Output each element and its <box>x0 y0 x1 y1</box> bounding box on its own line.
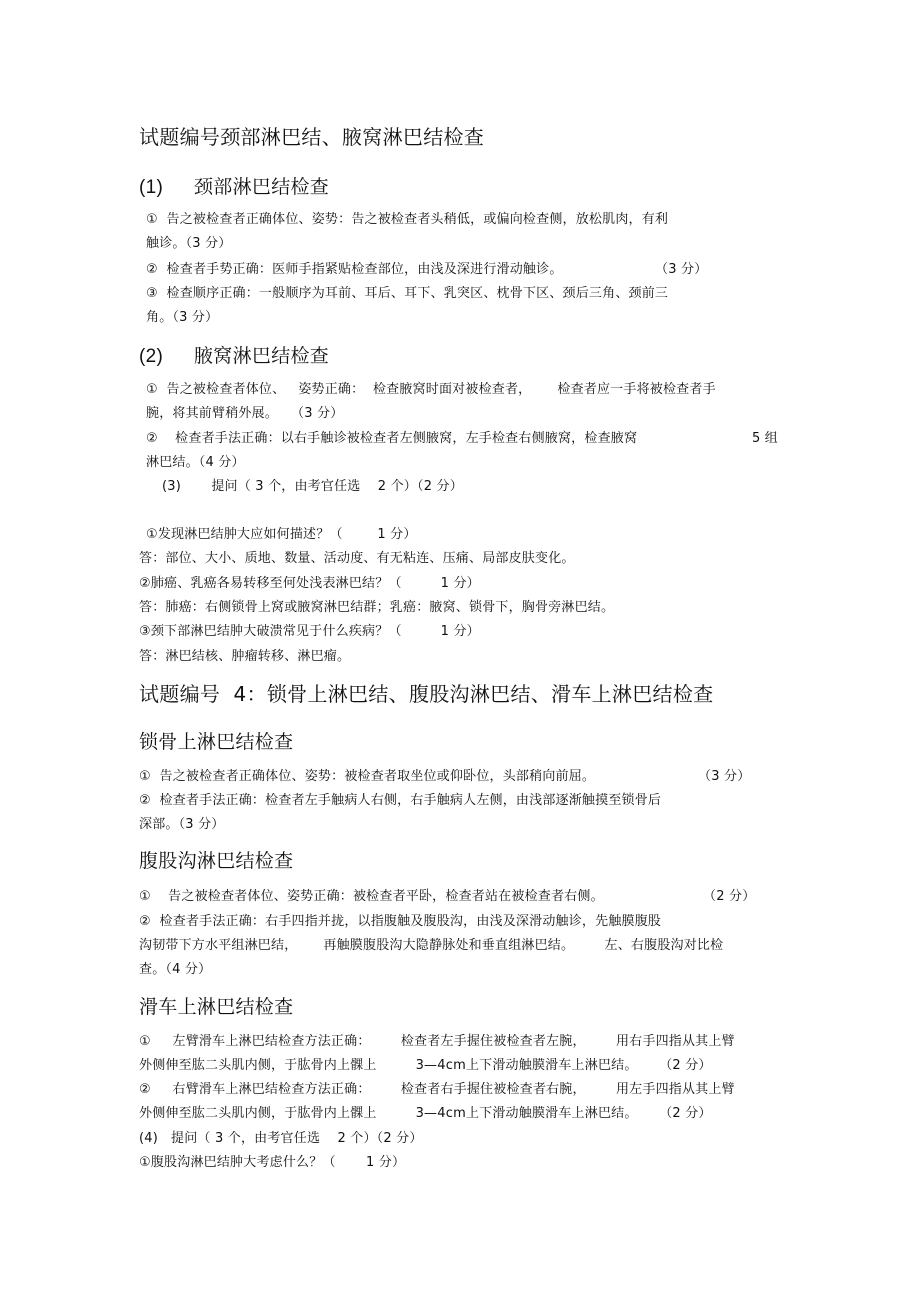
item-text: 5 组 <box>752 431 779 446</box>
question: ①腹股沟淋巴结肿大考虑什么？（ 1 分） <box>139 1155 406 1170</box>
item-text: ① 左臂滑车上淋巴结检查方法正确： 检查者左手握住被检查者左腕， 用右手四指从其上臂 <box>139 1034 735 1049</box>
item-text: ① 告之被检查者体位、姿势正确：被检查者平卧，检查者站在被检查者右侧。 <box>139 889 604 904</box>
item-text: ① 告之被检查者体位、 姿势正确： 检查腋窝时面对被检查者， 检查者应一手将被检查者手 <box>146 382 716 397</box>
item-text: ② 检查者手法正确：检查者左手触病人右侧，右手触病人左侧，由浅部逐渐触摸至锁骨后 <box>139 793 662 808</box>
item-score: （3 分） <box>655 262 708 277</box>
section-heading: 颈部淋巴结检查 <box>194 176 330 198</box>
answer: 答：淋巴结核、肿瘤转移、淋巴瘤。 <box>139 649 351 664</box>
item-text: 查。（4 分） <box>139 962 212 977</box>
item-text: ② 检查者手势正确：医师手指紧贴检查部位，由浅及深进行滑动触诊。 <box>146 262 563 277</box>
item-score: （3 分） <box>698 769 751 784</box>
question: ②肺癌、乳癌各易转移至何处浅表淋巴结？（ 1 分） <box>139 576 480 591</box>
item-score: （2 分） <box>703 889 756 904</box>
item-text: 腕，将其前臂稍外展。 （3 分） <box>146 406 344 421</box>
question: ①发现淋巴结肿大应如何描述？（ 1 分） <box>146 527 417 542</box>
exam-title: 试题编号 4：锁骨上淋巴结、腹股沟淋巴结、滑车上淋巴结检查 <box>139 682 714 706</box>
item-text: ① 告之被检查者正确体位、姿势：告之被检查者头稍低，或偏向检查侧，放松肌肉，有利 <box>146 212 669 227</box>
subsection-heading: 腹股沟淋巴结检查 <box>139 850 294 872</box>
item-text: 外侧伸至肱二头肌内侧，于肱骨内上髁上 3—4cm上下滑动触膜滑车上淋巴结。 （2 分） <box>139 1106 712 1121</box>
item-text: ② 检查者手法正确：右手四指并拢，以指腹触及腹股沟，由浅及深滑动触诊，先触膜腹股 <box>139 914 662 929</box>
answer: 答：肺癌：右侧锁骨上窝或腋窝淋巴结群；乳癌：腋窝、锁骨下，胸骨旁淋巴结。 <box>139 600 615 615</box>
item-text: ③ 检查顺序正确：一般顺序为耳前、耳后、耳下、乳突区、枕骨下区、颈后三角、颈前三 <box>146 286 669 301</box>
question: ③颈下部淋巴结肿大破溃常见于什么疾病？（ 1 分） <box>139 624 480 639</box>
item-text: 深部。（3 分） <box>139 817 225 832</box>
item-text: 淋巴结。（4 分） <box>146 455 245 470</box>
section-number: (1) <box>139 177 164 198</box>
subsection-heading: 锁骨上淋巴结检查 <box>139 731 294 753</box>
page-title: 试题编号颈部淋巴结、腋窝淋巴结检查 <box>139 125 485 149</box>
section-number: (2) <box>139 346 164 367</box>
answer: 答：部位、大小、质地、数量、活动度、有无粘连、压痛、局部皮肤变化。 <box>139 551 575 566</box>
item-text: ① 告之被检查者正确体位、姿势：被检查者取坐位或仰卧位，头部稍向前屈。 <box>139 769 596 784</box>
item-text: ② 检查者手法正确：以右手触诊被检查者左侧腋窝，左手检查右侧腋窝，检查腋窝 <box>146 431 638 446</box>
question-heading: (4) 提问（ 3 个，由考官任选 2 个）（2 分） <box>139 1131 423 1146</box>
item-text: ② 右臂滑车上淋巴结检查方法正确： 检查者右手握住被检查者右腕， 用左手四指从其上臂 <box>139 1082 735 1097</box>
section-heading: 腋窝淋巴结检查 <box>194 345 330 367</box>
subsection-heading: 滑车上淋巴结检查 <box>139 996 294 1018</box>
question-heading: (3) 提问（ 3 个，由考官任选 2 个）（2 分） <box>162 479 463 494</box>
item-text: 触诊。（3 分） <box>146 236 232 251</box>
item-text: 角。（3 分） <box>146 310 219 325</box>
item-text: 外侧伸至肱二头肌内侧，于肱骨内上髁上 3—4cm上下滑动触膜滑车上淋巴结。 （2 分） <box>139 1058 712 1073</box>
item-text: 沟韧带下方水平组淋巴结， 再触膜腹股沟大隐静脉处和垂直组淋巴结。 左、右腹股沟对比检 <box>139 938 724 953</box>
